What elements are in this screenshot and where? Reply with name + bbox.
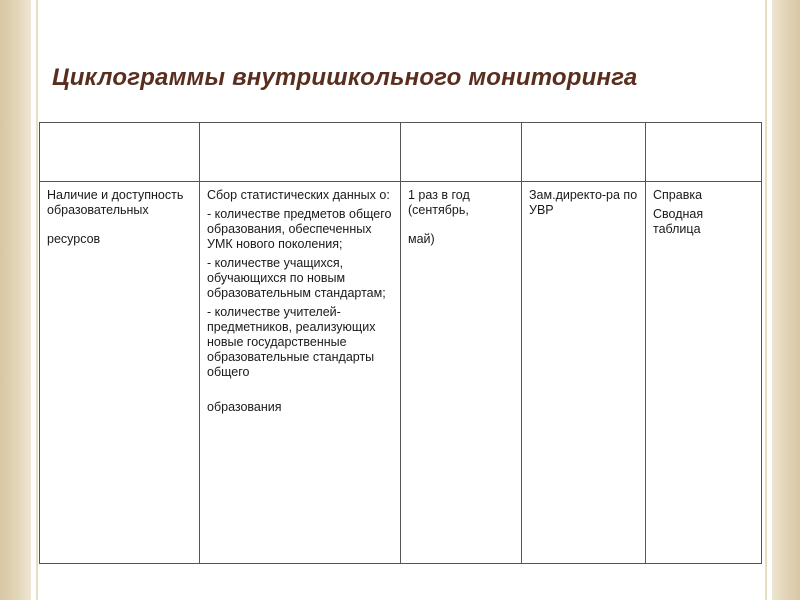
subject-line: Наличие и доступность образовательных bbox=[47, 188, 184, 217]
goal-paragraph: - количестве учителей-предметников, реализующих новые государственные образовательные стандарты общего bbox=[207, 305, 376, 379]
result-line: Справка bbox=[653, 188, 703, 202]
right-thin-bar bbox=[765, 0, 767, 600]
monitoring-table bbox=[39, 122, 762, 564]
cell-responsible bbox=[522, 182, 646, 564]
slide-title: Циклограммы внутришкольного мониторинга bbox=[52, 64, 638, 91]
responsible-text: Зам.директо-ра по УВР bbox=[529, 188, 638, 217]
header-subject: Предмет мониторинга bbox=[40, 123, 200, 182]
goal-paragraph: образования bbox=[207, 400, 282, 414]
header-responsible: Ответствен ные bbox=[522, 123, 646, 182]
goal-paragraph: - количестве предметов общего образования, обеспеченных УМК нового поколения; bbox=[207, 207, 392, 251]
header-period: Периодич-ность bbox=[401, 123, 522, 182]
result-line: Сводная таблица bbox=[653, 207, 704, 236]
right-bar-gap bbox=[767, 0, 772, 600]
table-header-row bbox=[40, 123, 762, 182]
cell-subject bbox=[40, 182, 200, 564]
header-result: Результат bbox=[646, 123, 762, 182]
table-row bbox=[40, 182, 762, 564]
cell-goal bbox=[200, 182, 401, 564]
subject-line: ресурсов bbox=[47, 232, 101, 246]
header-goal: Цель мониторинга bbox=[200, 123, 401, 182]
cell-result bbox=[646, 182, 762, 564]
left-thin-bar bbox=[36, 0, 38, 600]
goal-paragraph: - количестве учащихся, обучающихся по новым образовательным стандартам; bbox=[207, 256, 386, 300]
cell-period bbox=[401, 182, 522, 564]
left-decorative-bar bbox=[0, 0, 31, 600]
right-decorative-bar bbox=[772, 0, 800, 600]
period-line: май) bbox=[408, 232, 435, 246]
period-line: 1 раз в год (сентябрь, bbox=[408, 188, 470, 217]
goal-paragraph: Сбор статистических данных о: bbox=[207, 188, 390, 202]
